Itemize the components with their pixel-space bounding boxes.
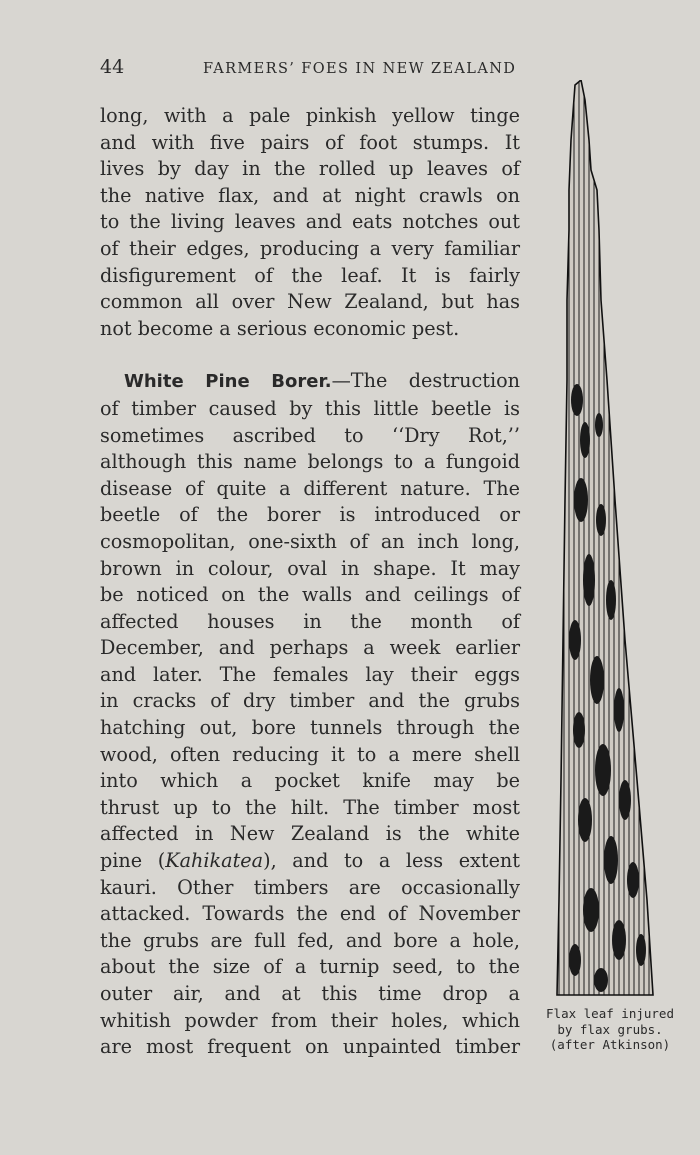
running-head: FARMERS’ FOES IN NEW ZEALAND [203, 61, 517, 77]
caption-line: Flax leaf injured [546, 1006, 674, 1021]
text-line: brown in colour, oval in shape. It may [100, 556, 520, 580]
text-line: be noticed on the walls and ceilings of [100, 583, 520, 607]
text-line: are most frequent on unpainted timber [100, 1035, 520, 1059]
line-fragment: pine ( [100, 849, 166, 873]
caption-line: by flax grubs. [557, 1021, 663, 1037]
text-line: cosmopolitan, one-sixth of an inch long, [100, 529, 520, 553]
text-line: attacked. Towards the end of November [100, 902, 520, 926]
text-line: the native flax, and at night crawls on [100, 183, 520, 207]
text-line: disease of quite a different nature. The [100, 476, 520, 500]
text-line: common all over New Zealand, but has [100, 290, 520, 314]
caption-line: (after Atkinson) [549, 1037, 671, 1052]
line-fragment: ), and to a less extent [263, 849, 521, 873]
text-line: beetle of the borer is introduced or [100, 503, 520, 527]
page-number: 44 [100, 56, 125, 78]
text-line: into which a pocket knife may be [100, 769, 520, 793]
text-line: thrust up to the hilt. The timber most [100, 795, 520, 819]
text-line: in cracks of dry timber and the grubs [100, 689, 520, 713]
text-line: of timber caused by this little beetle is [100, 396, 520, 420]
text-line: outer air, and at this time drop a [100, 982, 520, 1005]
paragraph-white-pine-borer [100, 368, 520, 1060]
text-line: and with five pairs of foot stumps. It [100, 130, 520, 154]
flax-leaf-icon [555, 80, 665, 1000]
text-line: not become a serious economic pest. [100, 316, 460, 340]
text-line: December, and perhaps a week earlier [100, 636, 520, 660]
text-line: disfigurement of the leaf. It is fairly [100, 263, 520, 287]
section-heading: White Pine Borer. [124, 371, 332, 393]
text-line: about the size of a turnip seed, to the [100, 955, 520, 979]
text-line: whitish powder from their holes, which [100, 1008, 520, 1032]
text-line: sometimes ascribed to ‘‘Dry Rot,’’ [100, 423, 520, 447]
flax-leaf-illustration [555, 80, 665, 1000]
text-line: long, with a pale pinkish yellow tinge [100, 104, 520, 127]
heading-continuation: —The destruction [331, 369, 520, 393]
text-line: although this name belongs to a fungoid [100, 450, 520, 474]
text-line: affected in New Zealand is the white [100, 822, 520, 846]
text-line: of their edges, producing a very familiar [100, 236, 520, 260]
text-line: and later. The females lay their eggs [100, 662, 520, 686]
body-text [100, 103, 520, 1061]
text-line: hatching out, bore tunnels through the [100, 716, 520, 740]
text-line: to the living leaves and eats notches out [100, 210, 520, 234]
text-line [100, 368, 520, 396]
text-line [100, 848, 520, 875]
text-line: lives by day in the rolled up leaves of [100, 157, 520, 181]
text-line: the grubs are full fed, and bore a hole, [100, 928, 520, 952]
text-line: kauri. Other timbers are occasionally [100, 875, 520, 899]
figure-caption [540, 1006, 680, 1053]
paragraph-flax-grub [100, 103, 520, 342]
text-line: wood, often reducing it to a mere shell [100, 742, 520, 766]
text-line: affected houses in the month of [100, 609, 520, 633]
species-name: Kahikatea [165, 849, 264, 873]
